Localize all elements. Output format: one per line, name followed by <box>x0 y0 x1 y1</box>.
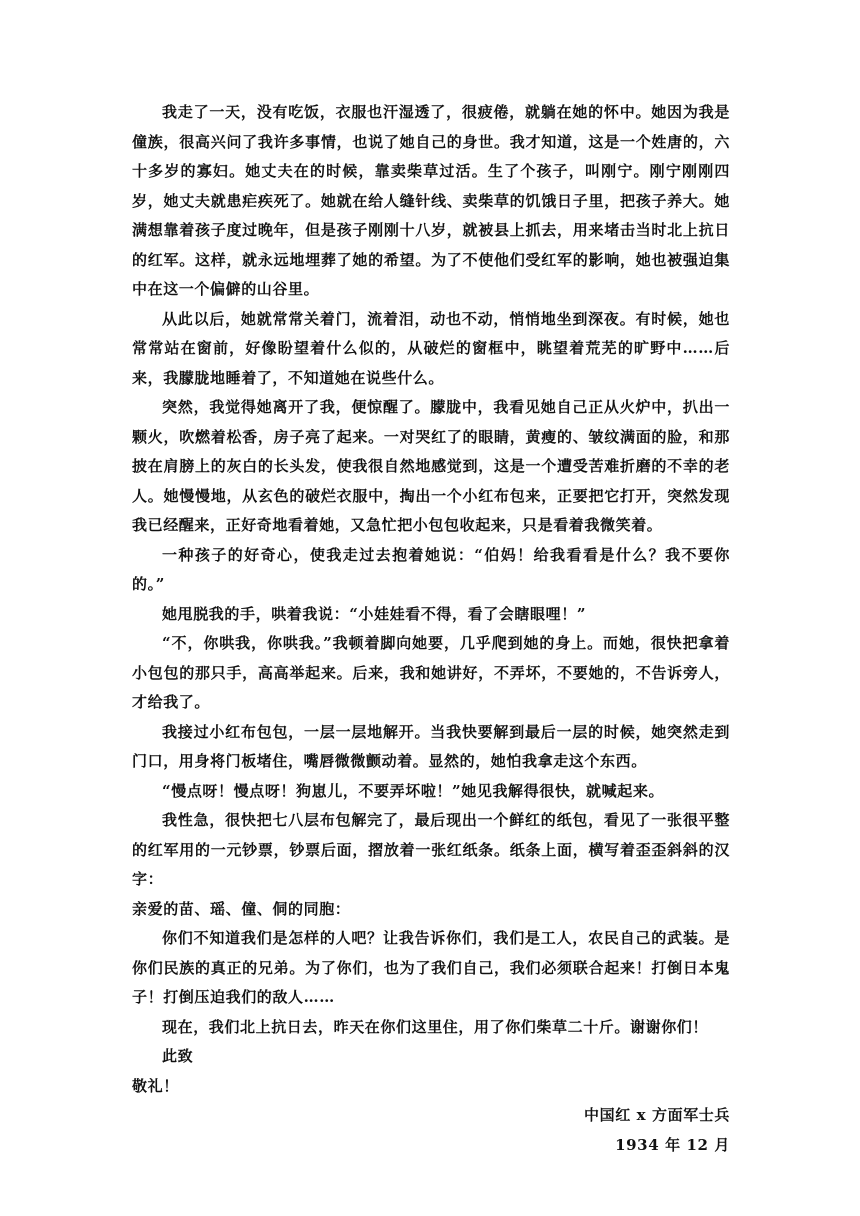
letter-salutation: 亲爱的苗、瑶、僮、侗的同胞： <box>132 899 351 918</box>
paragraph-8: “慢点呀！慢点呀！狗崽儿，不要弄坏啦！”她见我解得很快，就喊起来。 <box>162 781 665 800</box>
paragraph-9: 我性急，很快把七八层布包解完了，最后现出一个鲜红的纸包，看见了一张很平整的红军用的一元钞票，钞票后面，摺放着一张红纸条。纸条上面，横写着歪歪斜斜的汉字： <box>132 811 730 888</box>
paragraph-5: 她甩脱我的手，哄着我说：“小娃娃看不得，看了会瞎眼哩！” <box>162 604 587 623</box>
paragraph-6: “不，你哄我，你哄我。”我顿着脚向她要，几乎爬到她的身上。而她，很快把拿着小包包的那只手，高高举起来。后来，我和她讲好，不弄坏，不要她的，不告诉旁人，才给我了。 <box>132 634 730 711</box>
paragraph-7: 我接过小红布包包，一层一层地解开。当我快要解到最后一层的时候，她突然走到门口，用身将门板堵住，嘴唇微微颤动着。显然的，她怕我拿走这个东西。 <box>132 722 730 770</box>
letter-closing: 敬礼！ <box>132 1076 179 1095</box>
letter-date: 1934 年 12 月 <box>615 1135 730 1154</box>
paragraph-3: 突然，我觉得她离开了我，便惊醒了。朦胧中，我看见她自己正从火炉中，扒出一颗火，吹燃着松香，房子亮了起来。一对哭红了的眼睛，黄瘦的、皱纹满面的脸，和那披在肩膀上的灰白的长头发，使我很自然地感觉到，这是一个遭受苦难折磨的不幸的老人。她慢慢地，从玄色的破烂衣服中，掏出一个小红布包来，正要把它打开，突然发现我已经醒来，正好奇地看着她，又急忙把小包包收起来，只是看着我微笑着。 <box>132 398 730 534</box>
letter-body-1: 你们不知道我们是怎样的人吧？让我告诉你们，我们是工人，农民自己的武装。是你们民族的真正的兄弟。为了你们，也为了我们自己，我们必须联合起来！打倒日本鬼子！打倒压迫我们的敌人…… <box>132 929 730 1006</box>
paragraph-4: 一种孩子的好奇心，使我走过去抱着她说：“伯妈！给我看看是什么？我不要你的。” <box>132 545 730 593</box>
red-army-letter <box>132 895 730 1161</box>
paragraph-2: 从此以后，她就常常关着门，流着泪，动也不动，悄悄地坐到深夜。有时候，她也常常站在窗前，好像盼望着什么似的，从破烂的窗框中，眺望着荒芜的旷野中……后来，我朦胧地睡着了，不知道她在说些什么。 <box>132 309 730 387</box>
paragraph-1: 我走了一天，没有吃饭，衣服也汗湿透了，很疲倦，就躺在她的怀中。她因为我是僮族，很高兴问了我许多事情，也说了她自己的身世。我才知道，这是一个姓唐的，六十多岁的寡妇。她丈夫在的时候，靠卖柴草过活。生了个孩子，叫刚宁。刚宁刚刚四岁，她丈夫就患疟疾死了。她就在给人缝针线、卖柴草的饥饿日子里，把孩子养大。她满想靠着孩子度过晚年，但是孩子刚刚十八岁，就被县上抓去，用来堵击当时北上抗日的红军。这样，就永远地埋葬了她的希望。为了不使他们受红军的影响，她也被强迫集中在这一个偏僻的山谷里。 <box>132 103 730 298</box>
document-page <box>132 98 730 1160</box>
letter-signature: 中国红 x 方面军士兵 <box>584 1106 730 1124</box>
letter-body-2: 现在，我们北上抗日去，昨天在你们这里住，用了你们柴草二十斤。谢谢你们！ <box>162 1017 709 1036</box>
letter-body-3: 此致 <box>162 1047 194 1065</box>
